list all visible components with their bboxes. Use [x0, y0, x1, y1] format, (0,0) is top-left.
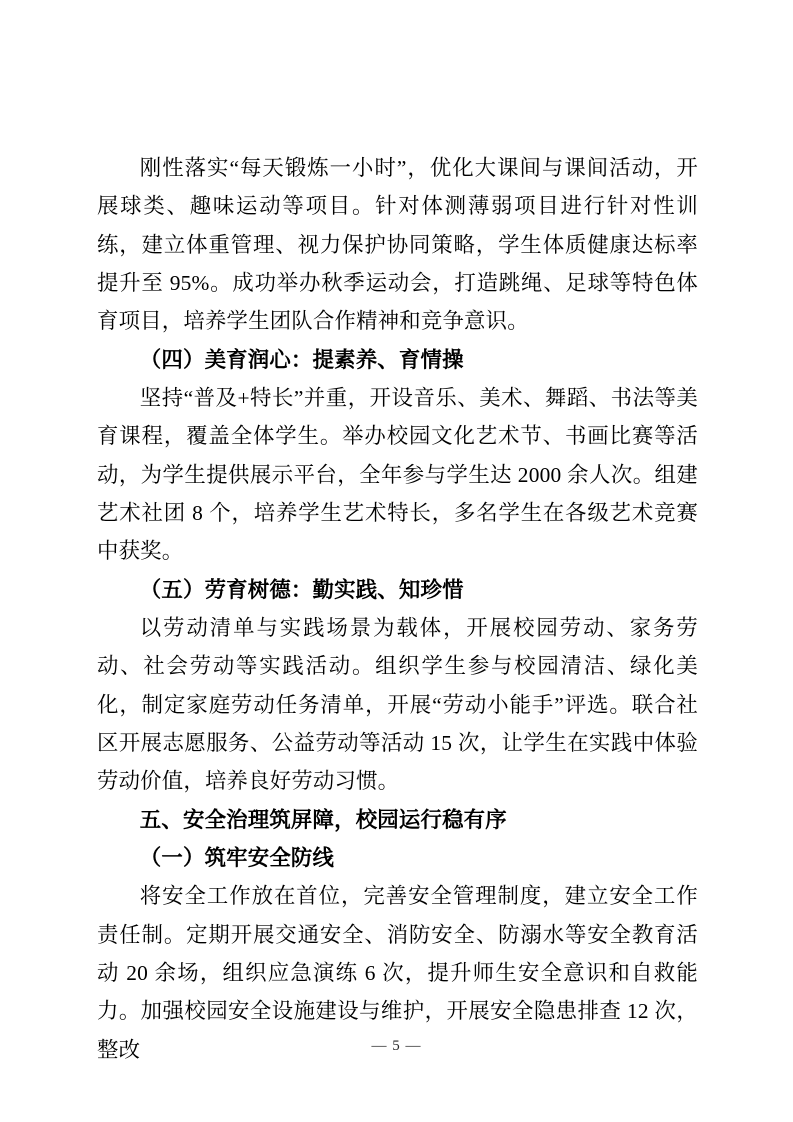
sub-heading: （四）美育润心：提素养、育情操 — [139, 347, 464, 372]
sub-heading: （五）劳育树德：勤实践、知珍惜 — [139, 577, 464, 602]
paragraph: 以劳动清单与实践场景为载体，开展校园劳动、家务劳动、社会劳动等实践活动。组织学生参与校园清洁、绿化美化，制定家庭劳动任务清单，开展“劳动小能手”评选。联合社区开展志愿服务、公益劳动等活动 15 次，让学生在实践中体验劳动价值，培养良好劳动习惯。 — [97, 615, 698, 794]
page-number: — 5 — — [371, 1038, 422, 1054]
paragraph: 坚持“普及+特长”并重，开设音乐、美术、舞蹈、书法等美育课程，覆盖全体学生。举办校园文化艺术节、书画比赛等活动，为学生提供展示平台，全年参与学生达 2000 余人次。组建艺术社团 8 个，培养学生艺术特长，多名学生在各级艺术竞赛中获奖。 — [97, 385, 698, 564]
paragraph: 将安全工作放在首位，完善安全管理制度，建立安全工作责任制。定期开展交通安全、消防安全、防溺水等安全教育活动 20 余场，组织应急演练 6 次，提升师生安全意识和自救能力。加强校园安全设施建设与维护，开展安全隐患排查 12 次，整改 — [97, 884, 698, 1062]
page-footer — [0, 1035, 793, 1057]
paragraph: 刚性落实“每天锻炼一小时”，优化大课间与课间活动，开展球类、趣味运动等项目。针对体测薄弱项目进行针对性训练，建立体重管理、视力保护协同策略，学生体质健康达标率提升至 95%。成功举办秋季运动会，打造跳绳、足球等特色体育项目，培养学生团队合作精神和竞争意识。 — [97, 156, 698, 334]
document-body — [97, 149, 698, 1069]
section-heading: 五、安全治理筑屏障，校园运行稳有序 — [139, 807, 507, 832]
sub-heading: （一）筑牢安全防线 — [139, 845, 335, 870]
